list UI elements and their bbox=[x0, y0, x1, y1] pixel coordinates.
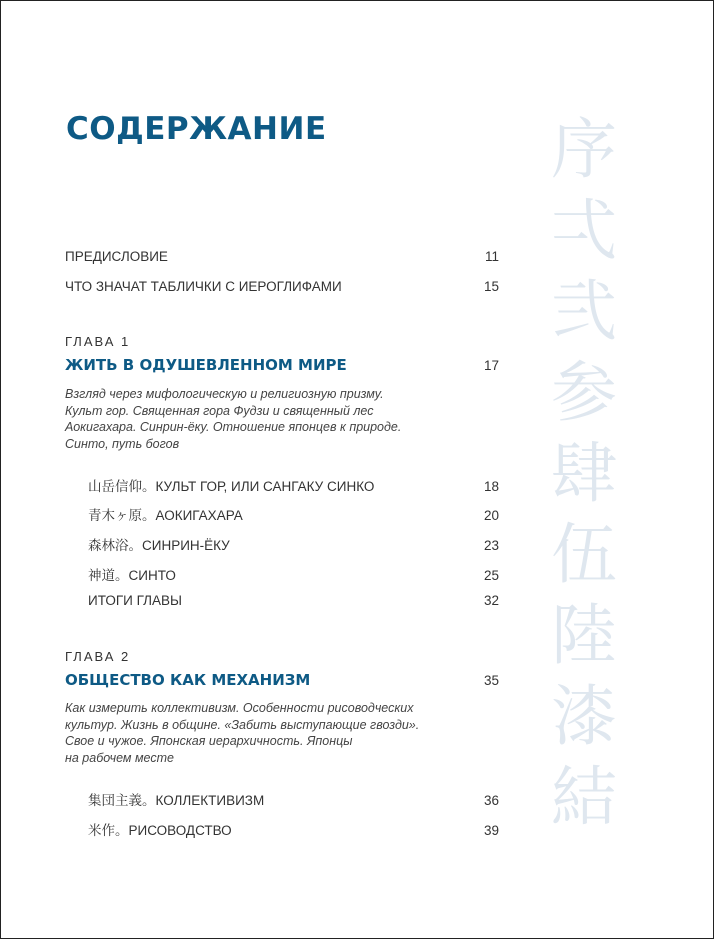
kanji-glyph: 弐 bbox=[551, 273, 617, 350]
toc-entry-preface[interactable] bbox=[65, 249, 499, 264]
description-line: Синто, путь богов bbox=[65, 436, 180, 451]
kanji-glyph: 漆 bbox=[551, 678, 617, 755]
toc-entry-label: ИТОГИ ГЛАВЫ bbox=[88, 593, 182, 608]
description-line: Аокигахара. Синрин-ёку. Отношение японцев к природе. bbox=[65, 420, 402, 434]
toc-entry-label: ЧТО ЗНАЧАТ ТАБЛИЧКИ С ИЕРОГЛИФАМИ bbox=[65, 279, 342, 294]
chapter-label: ГЛАВА 1 bbox=[65, 334, 131, 349]
toc-page-number: 36 bbox=[483, 793, 499, 808]
toc-subentry[interactable] bbox=[88, 789, 499, 809]
kanji-glyph: 陸 bbox=[551, 597, 617, 674]
chapter-title-entry[interactable] bbox=[65, 671, 499, 689]
toc-subentry[interactable] bbox=[88, 593, 499, 608]
toc-entry-label: 神道。СИНТО bbox=[88, 568, 176, 583]
toc-page-number: 20 bbox=[483, 508, 499, 523]
toc-page-number: 23 bbox=[483, 538, 499, 553]
toc-entry-label: 山岳信仰。КУЛЬТ ГОР, ИЛИ САНГАКУ СИНКО bbox=[88, 479, 375, 494]
description-line: Свое и чужое. Японская иерархичность. Японцы bbox=[65, 734, 353, 748]
toc-page-number: 11 bbox=[484, 249, 499, 264]
toc-subentry[interactable] bbox=[88, 475, 499, 495]
description-line: Как измерить коллективизм. Особенности рисоводческих bbox=[65, 701, 414, 715]
chapter-title: ОБЩЕСТВО КАК МЕХАНИЗМ bbox=[65, 671, 311, 689]
kanji-glyph: 肆 bbox=[551, 435, 617, 512]
kanji-glyph: 伍 bbox=[551, 516, 617, 593]
toc-page-number: 32 bbox=[483, 593, 499, 608]
description-line: на рабочем месте bbox=[65, 750, 174, 765]
kanji-glyph: 序 bbox=[551, 111, 617, 188]
toc-subentry[interactable] bbox=[88, 504, 499, 524]
toc-entry-label: 集団主義。КОЛЛЕКТИВИЗМ bbox=[88, 793, 265, 808]
toc-entry-hieroglyph-plates[interactable] bbox=[65, 279, 499, 294]
toc-page-number: 15 bbox=[483, 279, 499, 294]
chapter-description bbox=[65, 386, 425, 452]
toc-page-number: 17 bbox=[483, 358, 499, 373]
toc-entry-label: ПРЕДИСЛОВИЕ bbox=[65, 249, 168, 264]
toc-page-number: 39 bbox=[483, 823, 499, 838]
toc-page-number: 35 bbox=[483, 673, 499, 688]
toc-subentry[interactable] bbox=[88, 564, 499, 584]
chapter-title: ЖИТЬ В ОДУШЕВЛЕННОМ МИРЕ bbox=[65, 356, 347, 374]
toc-entry-label: 森林浴。СИНРИН-ЁКУ bbox=[88, 538, 230, 553]
kanji-glyph: 結 bbox=[551, 759, 617, 836]
chapter-title-entry[interactable] bbox=[65, 356, 499, 374]
description-line: культур. Жизнь в общине. «Забить выступающие гвозди». bbox=[65, 717, 420, 732]
description-line: Культ гор. Священная гора Фудзи и священный лес bbox=[65, 403, 374, 418]
vertical-kanji-column bbox=[548, 109, 620, 838]
toc-entry-label: 米作。РИСОВОДСТВО bbox=[88, 823, 232, 838]
chapter-label: ГЛАВА 2 bbox=[65, 649, 131, 664]
page-title: СОДЕРЖАНИЕ bbox=[66, 111, 327, 147]
toc-entry-label: 青木ヶ原。АОКИГАХАРА bbox=[88, 508, 243, 523]
kanji-glyph: 参 bbox=[551, 354, 617, 431]
toc-page-number: 18 bbox=[483, 479, 499, 494]
kanji-glyph: 弌 bbox=[551, 192, 617, 269]
chapter-description bbox=[65, 700, 425, 766]
toc-subentry[interactable] bbox=[88, 819, 499, 839]
description-line: Взгляд через мифологическую и религиозную призму. bbox=[65, 387, 384, 401]
toc-subentry[interactable] bbox=[88, 534, 499, 554]
toc-page-number: 25 bbox=[483, 568, 499, 583]
